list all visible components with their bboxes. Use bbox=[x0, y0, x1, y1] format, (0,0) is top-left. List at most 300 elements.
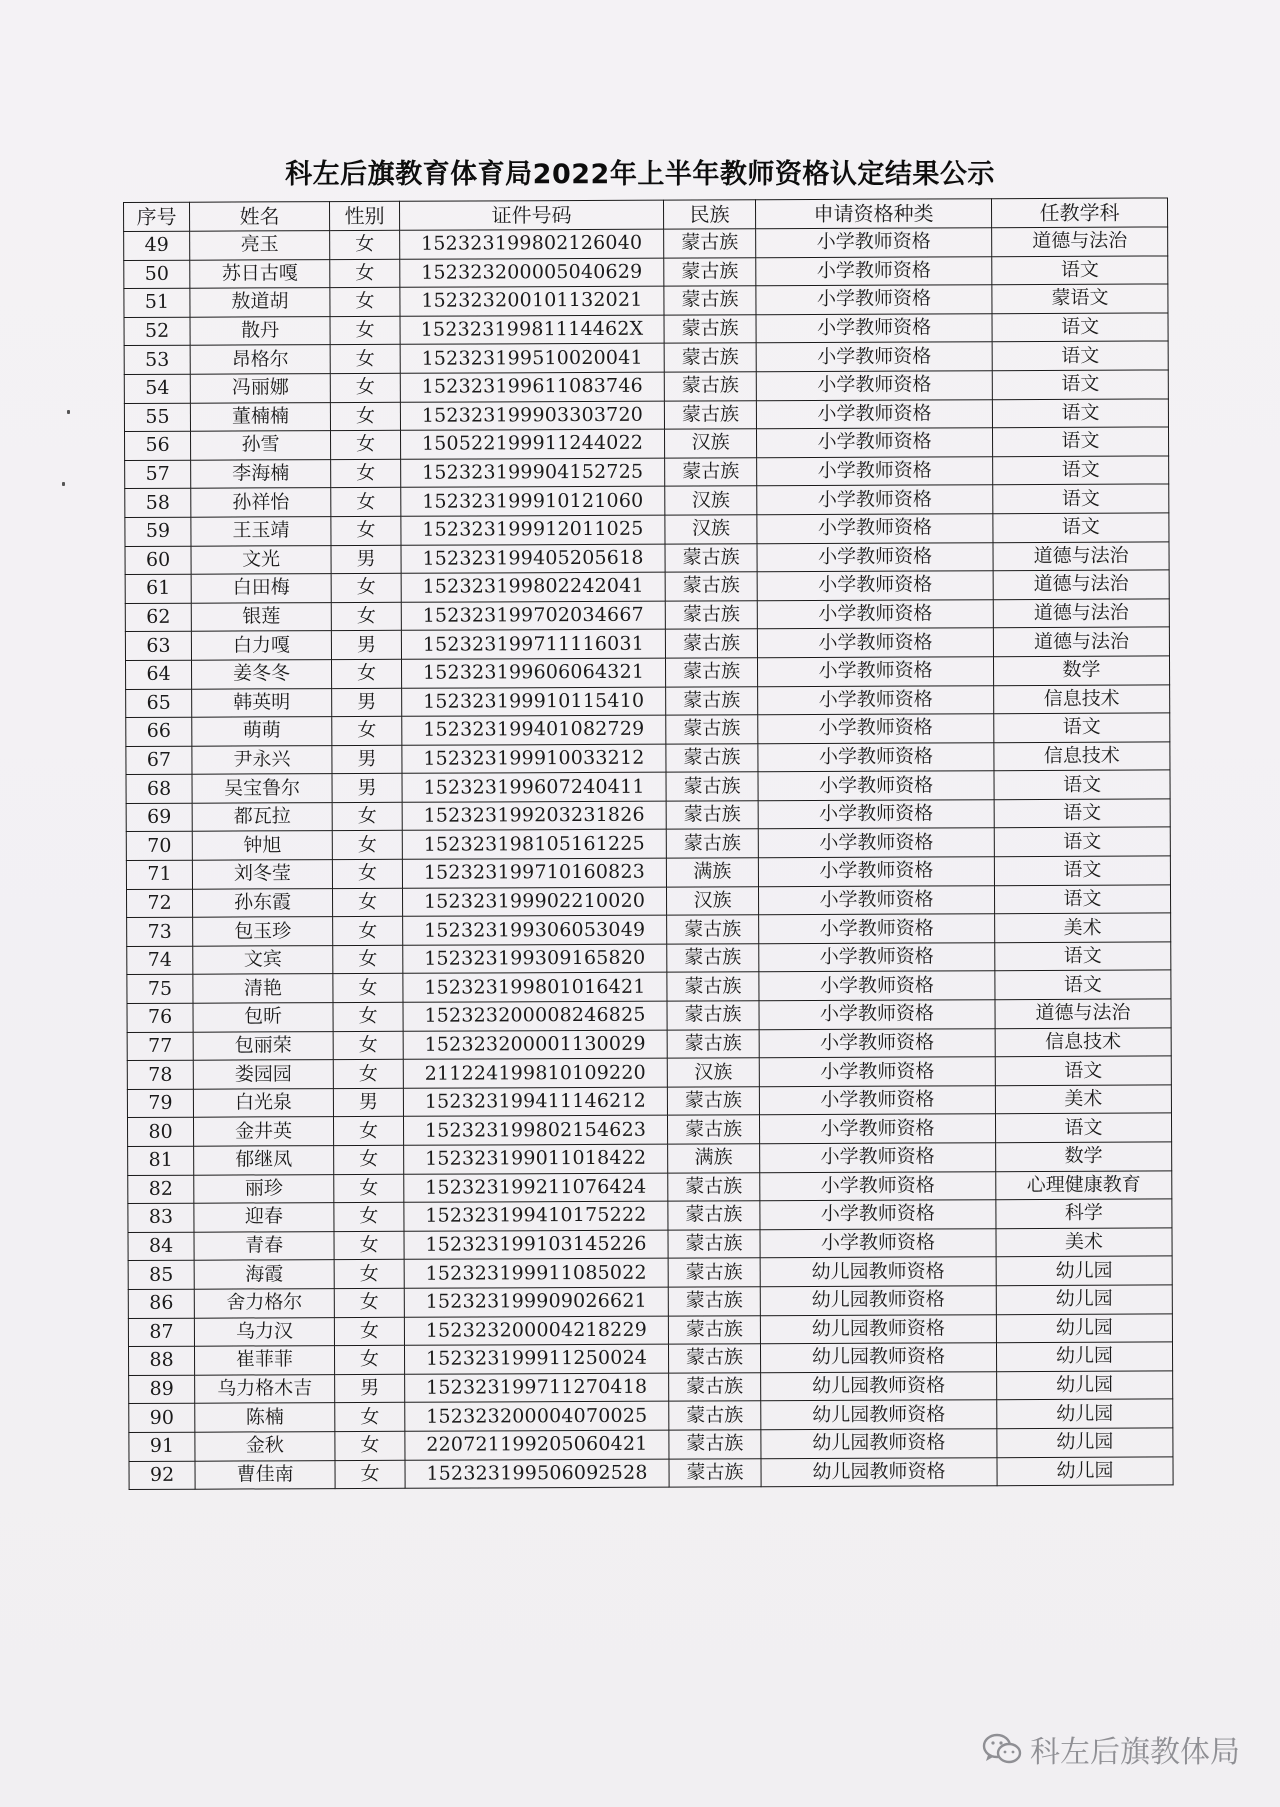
cell-qualification-type: 小学教师资格 bbox=[758, 742, 994, 772]
cell-id-number: 152323199903303720 bbox=[400, 401, 664, 431]
cell-subject: 信息技术 bbox=[994, 742, 1170, 771]
cell-subject: 数学 bbox=[996, 1142, 1172, 1171]
cell-seq: 55 bbox=[124, 403, 190, 432]
cell-qualification-type: 小学教师资格 bbox=[757, 657, 993, 687]
cell-subject: 语文 bbox=[992, 341, 1168, 370]
cell-gender: 女 bbox=[334, 1260, 404, 1289]
cell-ethnicity: 蒙古族 bbox=[665, 629, 757, 658]
cell-name: 崔菲菲 bbox=[194, 1346, 334, 1375]
cell-ethnicity: 汉族 bbox=[666, 886, 758, 915]
cell-name: 包玉珍 bbox=[193, 917, 333, 946]
cell-ethnicity: 蒙古族 bbox=[665, 572, 757, 601]
cell-seq: 50 bbox=[124, 260, 190, 289]
cell-seq: 88 bbox=[128, 1346, 194, 1375]
cell-qualification-type: 小学教师资格 bbox=[760, 1228, 996, 1258]
watermark-text: 科左后旗教体局 bbox=[1030, 1735, 1240, 1770]
cell-subject: 道德与法治 bbox=[993, 599, 1169, 628]
table-row bbox=[126, 827, 1170, 860]
table-row bbox=[127, 1028, 1171, 1061]
cell-gender: 男 bbox=[332, 688, 402, 717]
cell-qualification-type: 幼儿园教师资格 bbox=[761, 1429, 997, 1459]
cell-gender: 女 bbox=[331, 573, 401, 602]
cell-name: 昂格尔 bbox=[190, 345, 330, 374]
header-name: 姓名 bbox=[190, 202, 330, 232]
cell-gender: 女 bbox=[335, 1431, 405, 1460]
cell-name: 孙雪 bbox=[191, 431, 331, 460]
cell-ethnicity: 汉族 bbox=[667, 1058, 759, 1087]
cell-id-number: 152323199802242041 bbox=[401, 572, 665, 602]
cell-subject: 幼儿园 bbox=[997, 1456, 1173, 1485]
table-row bbox=[126, 770, 1170, 803]
cell-gender: 女 bbox=[333, 974, 403, 1003]
cell-gender: 男 bbox=[333, 1088, 403, 1117]
cell-seq: 91 bbox=[129, 1432, 195, 1461]
cell-ethnicity: 蒙古族 bbox=[664, 400, 756, 429]
cell-name: 金井英 bbox=[193, 1117, 333, 1146]
cell-ethnicity: 蒙古族 bbox=[664, 229, 756, 258]
cell-seq: 54 bbox=[124, 374, 190, 403]
cell-subject: 科学 bbox=[996, 1199, 1172, 1228]
cell-name: 韩英明 bbox=[192, 688, 332, 717]
cell-qualification-type: 幼儿园教师资格 bbox=[760, 1257, 996, 1287]
cell-seq: 71 bbox=[126, 860, 192, 889]
cell-qualification-type: 幼儿园教师资格 bbox=[760, 1314, 996, 1344]
cell-id-number: 152323200008246825 bbox=[403, 1001, 667, 1031]
cell-subject: 信息技术 bbox=[995, 1028, 1171, 1057]
cell-gender: 女 bbox=[332, 716, 402, 745]
cell-id-number: 152323199510020041 bbox=[400, 344, 664, 374]
cell-id-number: 152323199802154623 bbox=[403, 1116, 667, 1146]
document-title: 科左后旗教育体育局2022年上半年教师资格认定结果公示 bbox=[285, 159, 995, 190]
cell-gender: 女 bbox=[334, 1288, 404, 1317]
cell-id-number: 15232319981114462X bbox=[400, 315, 664, 345]
cell-qualification-type: 小学教师资格 bbox=[756, 313, 992, 343]
cell-id-number: 152323199611083746 bbox=[400, 372, 664, 402]
cell-id-number: 152323199710160823 bbox=[402, 858, 666, 888]
cell-ethnicity: 蒙古族 bbox=[668, 1287, 760, 1316]
teacher-qualification-table bbox=[123, 197, 1174, 1490]
cell-seq: 51 bbox=[124, 288, 190, 317]
cell-gender: 女 bbox=[334, 1174, 404, 1203]
cell-subject: 语文 bbox=[994, 770, 1170, 799]
cell-qualification-type: 小学教师资格 bbox=[757, 456, 993, 486]
cell-name: 曹佳南 bbox=[195, 1460, 335, 1489]
cell-subject: 语文 bbox=[994, 885, 1170, 914]
cell-qualification-type: 小学教师资格 bbox=[758, 800, 994, 830]
cell-name: 亮玉 bbox=[190, 231, 330, 260]
cell-subject: 语文 bbox=[992, 256, 1168, 285]
cell-qualification-type: 小学教师资格 bbox=[756, 428, 992, 458]
table-row bbox=[128, 1142, 1172, 1175]
cell-gender: 女 bbox=[332, 831, 402, 860]
cell-gender: 女 bbox=[330, 287, 400, 316]
cell-seq: 67 bbox=[126, 746, 192, 775]
cell-id-number: 152323199711116031 bbox=[401, 629, 665, 659]
cell-name: 王玉靖 bbox=[191, 517, 331, 546]
table-row bbox=[125, 427, 1169, 460]
cell-subject: 语文 bbox=[995, 1113, 1171, 1142]
cell-seq: 57 bbox=[125, 460, 191, 489]
header-qualification-type: 申请资格种类 bbox=[755, 199, 991, 229]
cell-name: 钟旭 bbox=[192, 831, 332, 860]
cell-id-number: 152323198105161225 bbox=[402, 830, 666, 860]
cell-id-number: 152323199606064321 bbox=[401, 658, 665, 688]
cell-id-number: 152323199011018422 bbox=[404, 1144, 668, 1174]
cell-gender: 男 bbox=[332, 774, 402, 803]
cell-gender: 女 bbox=[333, 1031, 403, 1060]
cell-ethnicity: 蒙古族 bbox=[667, 1087, 759, 1116]
cell-seq: 70 bbox=[126, 832, 192, 861]
cell-gender: 女 bbox=[335, 1460, 405, 1489]
cell-seq: 79 bbox=[127, 1089, 193, 1118]
cell-seq: 92 bbox=[129, 1461, 195, 1490]
cell-name: 萌萌 bbox=[192, 717, 332, 746]
table-row bbox=[126, 799, 1170, 832]
cell-id-number: 152323200004218229 bbox=[404, 1316, 668, 1346]
cell-seq: 74 bbox=[127, 946, 193, 975]
cell-name: 郁继凤 bbox=[194, 1146, 334, 1175]
cell-gender: 女 bbox=[333, 1002, 403, 1031]
cell-ethnicity: 蒙古族 bbox=[666, 743, 758, 772]
table-row bbox=[128, 1171, 1172, 1204]
cell-gender: 女 bbox=[330, 373, 400, 402]
cell-name: 迎春 bbox=[194, 1203, 334, 1232]
cell-gender: 女 bbox=[333, 917, 403, 946]
cell-ethnicity: 蒙古族 bbox=[669, 1401, 761, 1430]
cell-ethnicity: 蒙古族 bbox=[665, 543, 757, 572]
cell-ethnicity: 蒙古族 bbox=[666, 772, 758, 801]
cell-subject: 蒙语文 bbox=[992, 284, 1168, 313]
cell-qualification-type: 小学教师资格 bbox=[759, 1000, 995, 1030]
cell-subject: 语文 bbox=[995, 942, 1171, 971]
cell-subject: 语文 bbox=[994, 827, 1170, 856]
cell-qualification-type: 小学教师资格 bbox=[756, 342, 992, 372]
cell-ethnicity: 蒙古族 bbox=[666, 686, 758, 715]
cell-qualification-type: 小学教师资格 bbox=[760, 1171, 996, 1201]
cell-id-number: 152323200001130029 bbox=[403, 1030, 667, 1060]
cell-subject: 语文 bbox=[992, 427, 1168, 456]
cell-id-number: 152323199309165820 bbox=[403, 944, 667, 974]
cell-gender: 女 bbox=[330, 230, 400, 259]
cell-name: 舍力格尔 bbox=[194, 1289, 334, 1318]
table-row bbox=[129, 1399, 1173, 1432]
cell-name: 清艳 bbox=[193, 974, 333, 1003]
wechat-watermark bbox=[982, 1727, 1240, 1771]
cell-qualification-type: 小学教师资格 bbox=[759, 943, 995, 973]
cell-qualification-type: 幼儿园教师资格 bbox=[760, 1343, 996, 1373]
cell-ethnicity: 蒙古族 bbox=[666, 829, 758, 858]
scan-speck bbox=[62, 482, 65, 486]
cell-qualification-type: 小学教师资格 bbox=[759, 1028, 995, 1058]
cell-qualification-type: 小学教师资格 bbox=[757, 599, 993, 629]
cell-seq: 59 bbox=[125, 517, 191, 546]
cell-gender: 女 bbox=[330, 316, 400, 345]
cell-subject: 语文 bbox=[994, 713, 1170, 742]
cell-seq: 64 bbox=[126, 660, 192, 689]
cell-id-number: 152323199103145226 bbox=[404, 1230, 668, 1260]
cell-qualification-type: 幼儿园教师资格 bbox=[761, 1400, 997, 1430]
cell-ethnicity: 蒙古族 bbox=[667, 915, 759, 944]
cell-subject: 幼儿园 bbox=[997, 1399, 1173, 1428]
cell-ethnicity: 满族 bbox=[668, 1144, 760, 1173]
cell-name: 娄园园 bbox=[193, 1060, 333, 1089]
cell-qualification-type: 小学教师资格 bbox=[756, 371, 992, 401]
cell-name: 白力嘎 bbox=[191, 631, 331, 660]
cell-subject: 语文 bbox=[995, 970, 1171, 999]
cell-name: 乌力汉 bbox=[194, 1317, 334, 1346]
cell-name: 白光泉 bbox=[193, 1088, 333, 1117]
cell-name: 尹永兴 bbox=[192, 745, 332, 774]
cell-qualification-type: 小学教师资格 bbox=[758, 685, 994, 715]
table-row bbox=[126, 713, 1170, 746]
cell-ethnicity: 蒙古族 bbox=[667, 1001, 759, 1030]
header-ethnicity: 民族 bbox=[663, 200, 755, 229]
cell-seq: 90 bbox=[129, 1404, 195, 1433]
cell-id-number: 152323199405205618 bbox=[401, 544, 665, 574]
cell-qualification-type: 小学教师资格 bbox=[757, 628, 993, 658]
cell-gender: 女 bbox=[334, 1202, 404, 1231]
cell-seq: 87 bbox=[128, 1318, 194, 1347]
cell-id-number: 152323199801016421 bbox=[403, 973, 667, 1003]
cell-gender: 女 bbox=[331, 659, 401, 688]
cell-subject: 美术 bbox=[996, 1228, 1172, 1257]
cell-qualification-type: 小学教师资格 bbox=[757, 485, 993, 515]
cell-id-number: 152323199912011025 bbox=[401, 515, 665, 545]
cell-ethnicity: 蒙古族 bbox=[664, 343, 756, 372]
cell-subject: 语文 bbox=[994, 799, 1170, 828]
cell-gender: 女 bbox=[331, 430, 401, 459]
cell-seq: 63 bbox=[125, 632, 191, 661]
cell-qualification-type: 小学教师资格 bbox=[759, 914, 995, 944]
cell-id-number: 152323199211076424 bbox=[404, 1173, 668, 1203]
cell-qualification-type: 小学教师资格 bbox=[756, 256, 992, 286]
cell-name: 银莲 bbox=[191, 602, 331, 631]
cell-seq: 52 bbox=[124, 317, 190, 346]
cell-seq: 82 bbox=[128, 1175, 194, 1204]
cell-gender: 女 bbox=[331, 459, 401, 488]
table-row bbox=[126, 742, 1170, 775]
cell-seq: 80 bbox=[127, 1118, 193, 1147]
table-row bbox=[128, 1256, 1172, 1289]
header-gender: 性别 bbox=[330, 201, 400, 230]
cell-gender: 男 bbox=[335, 1374, 405, 1403]
cell-subject: 语文 bbox=[993, 484, 1169, 513]
cell-qualification-type: 小学教师资格 bbox=[758, 857, 994, 887]
cell-name: 白田梅 bbox=[191, 574, 331, 603]
cell-qualification-type: 小学教师资格 bbox=[759, 1086, 995, 1116]
table-row bbox=[125, 484, 1169, 517]
cell-qualification-type: 幼儿园教师资格 bbox=[761, 1457, 997, 1487]
table-row bbox=[127, 1056, 1171, 1089]
cell-name: 陈楠 bbox=[195, 1403, 335, 1432]
cell-qualification-type: 小学教师资格 bbox=[759, 971, 995, 1001]
cell-id-number: 152323200005040629 bbox=[400, 258, 664, 288]
cell-seq: 77 bbox=[127, 1032, 193, 1061]
cell-subject: 幼儿园 bbox=[996, 1313, 1172, 1342]
cell-subject: 心理健康教育 bbox=[996, 1171, 1172, 1200]
cell-id-number: 152323199410175222 bbox=[404, 1201, 668, 1231]
cell-qualification-type: 小学教师资格 bbox=[758, 885, 994, 915]
table-row bbox=[124, 227, 1168, 260]
cell-qualification-type: 小学教师资格 bbox=[756, 228, 992, 258]
cell-id-number: 152323199711270418 bbox=[405, 1373, 669, 1403]
cell-name: 青春 bbox=[194, 1231, 334, 1260]
cell-id-number: 152323200101132021 bbox=[400, 286, 664, 316]
cell-name: 李海楠 bbox=[191, 459, 331, 488]
cell-name: 散丹 bbox=[190, 316, 330, 345]
cell-ethnicity: 蒙古族 bbox=[666, 801, 758, 830]
cell-seq: 53 bbox=[124, 346, 190, 375]
cell-qualification-type: 小学教师资格 bbox=[758, 771, 994, 801]
cell-gender: 女 bbox=[333, 945, 403, 974]
cell-ethnicity: 蒙古族 bbox=[665, 658, 757, 687]
table-header-row bbox=[124, 198, 1168, 232]
cell-seq: 62 bbox=[125, 603, 191, 632]
cell-ethnicity: 汉族 bbox=[664, 429, 756, 458]
cell-ethnicity: 蒙古族 bbox=[664, 315, 756, 344]
header-subject: 任教学科 bbox=[991, 198, 1167, 228]
cell-subject: 幼儿园 bbox=[997, 1371, 1173, 1400]
cell-ethnicity: 蒙古族 bbox=[669, 1372, 761, 1401]
table-row bbox=[125, 599, 1169, 632]
cell-seq: 85 bbox=[128, 1261, 194, 1290]
cell-gender: 女 bbox=[334, 1345, 404, 1374]
cell-ethnicity: 蒙古族 bbox=[668, 1344, 760, 1373]
cell-gender: 男 bbox=[332, 745, 402, 774]
cell-ethnicity: 蒙古族 bbox=[668, 1172, 760, 1201]
cell-subject: 语文 bbox=[992, 370, 1168, 399]
cell-subject: 语文 bbox=[992, 399, 1168, 428]
cell-name: 姜冬冬 bbox=[191, 660, 331, 689]
cell-name: 吴宝鲁尔 bbox=[192, 774, 332, 803]
cell-ethnicity: 汉族 bbox=[665, 515, 757, 544]
cell-id-number: 152323199910033212 bbox=[402, 744, 666, 774]
cell-gender: 男 bbox=[331, 545, 401, 574]
cell-ethnicity: 蒙古族 bbox=[667, 1115, 759, 1144]
cell-name: 海霞 bbox=[194, 1260, 334, 1289]
cell-seq: 49 bbox=[124, 231, 190, 260]
table-row bbox=[127, 942, 1171, 975]
cell-name: 包丽荣 bbox=[193, 1031, 333, 1060]
cell-seq: 72 bbox=[126, 889, 192, 918]
cell-seq: 78 bbox=[127, 1060, 193, 1089]
cell-gender: 女 bbox=[334, 1145, 404, 1174]
cell-seq: 86 bbox=[128, 1289, 194, 1318]
scan-speck bbox=[67, 410, 70, 414]
cell-subject: 道德与法治 bbox=[993, 570, 1169, 599]
cell-subject: 美术 bbox=[995, 1085, 1171, 1114]
cell-seq: 66 bbox=[126, 717, 192, 746]
table-row bbox=[126, 885, 1170, 918]
cell-name: 乌力格木吉 bbox=[195, 1374, 335, 1403]
cell-id-number: 152323200004070025 bbox=[405, 1401, 669, 1431]
cell-name: 包昕 bbox=[193, 1003, 333, 1032]
cell-ethnicity: 蒙古族 bbox=[669, 1430, 761, 1459]
table-row bbox=[128, 1228, 1172, 1261]
cell-gender: 女 bbox=[330, 345, 400, 374]
cell-seq: 76 bbox=[127, 1003, 193, 1032]
cell-ethnicity: 蒙古族 bbox=[665, 457, 757, 486]
cell-subject: 道德与法治 bbox=[992, 227, 1168, 256]
table-row bbox=[128, 1342, 1172, 1375]
cell-ethnicity: 蒙古族 bbox=[666, 715, 758, 744]
table-row bbox=[125, 627, 1169, 660]
table-row bbox=[124, 370, 1168, 403]
table-row bbox=[125, 456, 1169, 489]
header-id-number: 证件号码 bbox=[399, 200, 663, 230]
cell-seq: 81 bbox=[128, 1146, 194, 1175]
cell-ethnicity: 蒙古族 bbox=[669, 1458, 761, 1487]
table-row bbox=[125, 541, 1169, 574]
cell-subject: 道德与法治 bbox=[993, 627, 1169, 656]
cell-id-number: 152323199909026621 bbox=[404, 1287, 668, 1317]
table-row bbox=[126, 856, 1170, 889]
cell-gender: 女 bbox=[335, 1403, 405, 1432]
cell-seq: 73 bbox=[127, 917, 193, 946]
cell-qualification-type: 小学教师资格 bbox=[758, 828, 994, 858]
cell-subject: 数学 bbox=[993, 656, 1169, 685]
cell-ethnicity: 蒙古族 bbox=[668, 1315, 760, 1344]
table-row bbox=[128, 1313, 1172, 1346]
cell-name: 金秋 bbox=[195, 1432, 335, 1461]
cell-gender: 男 bbox=[331, 631, 401, 660]
cell-seq: 58 bbox=[125, 489, 191, 518]
table-body bbox=[124, 227, 1173, 1490]
cell-subject: 语文 bbox=[993, 456, 1169, 485]
cell-gender: 女 bbox=[331, 602, 401, 631]
cell-id-number: 152323199411146212 bbox=[403, 1087, 667, 1117]
table-row bbox=[127, 913, 1171, 946]
table-row bbox=[129, 1428, 1173, 1461]
cell-qualification-type: 小学教师资格 bbox=[757, 542, 993, 572]
cell-name: 苏日古嘎 bbox=[190, 259, 330, 288]
table-row bbox=[127, 970, 1171, 1003]
cell-id-number: 152323199607240411 bbox=[402, 772, 666, 802]
cell-qualification-type: 小学教师资格 bbox=[756, 285, 992, 315]
cell-gender: 女 bbox=[332, 888, 402, 917]
table-row bbox=[128, 1285, 1172, 1318]
cell-id-number: 211224199810109220 bbox=[403, 1058, 667, 1088]
cell-id-number: 152323199911085022 bbox=[404, 1259, 668, 1289]
cell-name: 孙东霞 bbox=[192, 888, 332, 917]
cell-gender: 女 bbox=[330, 259, 400, 288]
cell-name: 董楠楠 bbox=[190, 402, 330, 431]
cell-subject: 幼儿园 bbox=[996, 1285, 1172, 1314]
cell-subject: 语文 bbox=[993, 513, 1169, 542]
cell-name: 文光 bbox=[191, 545, 331, 574]
cell-id-number: 152323199902210020 bbox=[402, 887, 666, 917]
table-row bbox=[124, 256, 1168, 289]
cell-id-number: 152323199910115410 bbox=[402, 687, 666, 717]
table-row bbox=[124, 399, 1168, 432]
cell-id-number: 152323199910121060 bbox=[401, 486, 665, 516]
cell-ethnicity: 蒙古族 bbox=[667, 944, 759, 973]
table-row bbox=[126, 656, 1170, 689]
cell-qualification-type: 小学教师资格 bbox=[760, 1200, 996, 1230]
cell-ethnicity: 蒙古族 bbox=[665, 600, 757, 629]
cell-name: 文宾 bbox=[193, 945, 333, 974]
cell-id-number: 152323199802126040 bbox=[400, 229, 664, 259]
cell-ethnicity: 蒙古族 bbox=[668, 1258, 760, 1287]
cell-qualification-type: 小学教师资格 bbox=[757, 514, 993, 544]
cell-id-number: 220721199205060421 bbox=[405, 1430, 669, 1460]
cell-subject: 幼儿园 bbox=[997, 1428, 1173, 1457]
cell-seq: 83 bbox=[128, 1203, 194, 1232]
cell-qualification-type: 小学教师资格 bbox=[758, 714, 994, 744]
cell-gender: 女 bbox=[333, 1117, 403, 1146]
cell-gender: 女 bbox=[334, 1317, 404, 1346]
cell-id-number: 152323199904152725 bbox=[401, 458, 665, 488]
